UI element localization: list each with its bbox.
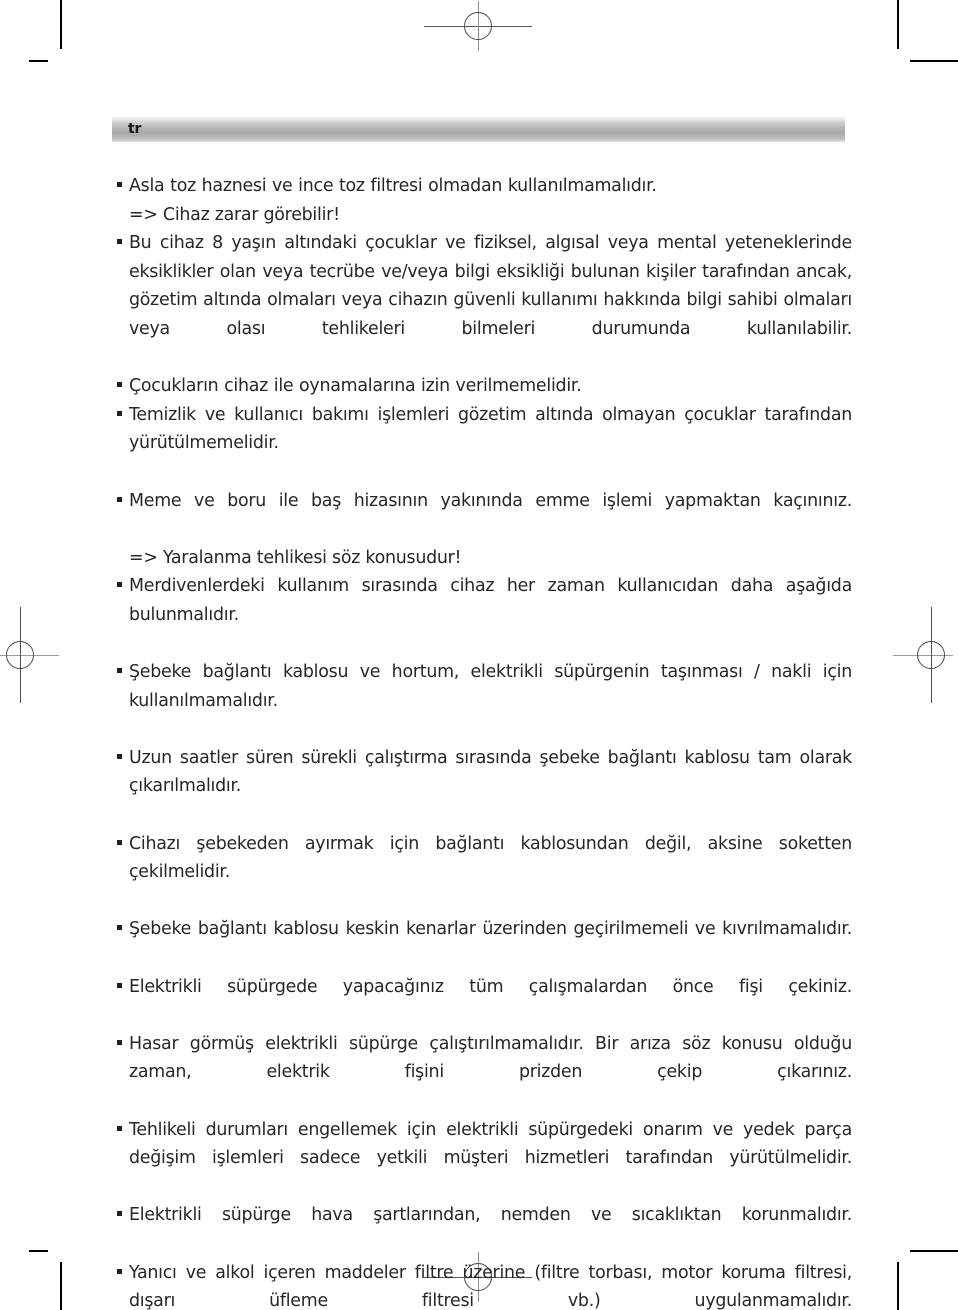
bullet-square-icon	[117, 983, 122, 988]
list-item-text: Tehlikeli durumları engellemek için elektrikli süpürgedeki onarım ve yedek parça değişim işlemleri sadece yetkili müşteri hizmetleri tarafından yürütülmelidir.	[129, 1119, 852, 1169]
crop-mark-bottom-right-horizontal	[910, 1250, 958, 1252]
list-item	[112, 401, 852, 487]
bullet-square-icon	[117, 1211, 122, 1216]
safety-instructions-list	[112, 172, 852, 1310]
crop-mark-bottom-left-horizontal	[29, 1250, 48, 1252]
bullet-square-icon	[117, 925, 122, 930]
list-item	[112, 1116, 852, 1202]
registration-mark-left-icon	[20, 655, 21, 656]
list-item	[112, 229, 852, 372]
registration-ring	[917, 641, 945, 669]
list-item	[112, 1030, 852, 1116]
list-item	[112, 172, 852, 201]
list-item-text: Uzun saatler süren sürekli çalıştırma sırasında şebeke bağlantı kablosu tam olarak çıkarılmalıdır.	[129, 747, 852, 797]
list-item	[112, 372, 852, 401]
list-item	[112, 915, 852, 972]
bullet-square-icon	[117, 497, 122, 502]
bullet-square-icon	[117, 411, 122, 416]
crop-mark-bottom-left-vertical	[60, 1262, 62, 1310]
registration-mark-right-icon	[931, 655, 932, 656]
list-item-text: Temizlik ve kullanıcı bakımı işlemleri gözetim altında olmayan çocuklar tarafından yürütülmemelidir.	[129, 404, 852, 454]
language-header-band	[112, 117, 845, 142]
crop-mark-top-right-horizontal	[910, 60, 958, 62]
bullet-square-icon	[117, 668, 122, 673]
list-item-text: Merdivenlerdeki kullanım sırasında cihaz her zaman kullanıcıdan daha aşağıda bulunmalıdır.	[129, 576, 852, 625]
registration-mark-top-icon	[478, 26, 479, 27]
crop-mark-top-right-vertical	[897, 0, 899, 49]
list-item	[112, 572, 852, 658]
list-item-consequence-note: => Cihaz zarar görebilir!	[129, 204, 340, 225]
registration-ring	[464, 12, 492, 40]
list-item-text: Elektrikli süpürge hava şartlarından, nemden ve sıcaklıktan korunmalıdır.	[129, 1205, 852, 1226]
list-item-consequence-note: => Yaralanma tehlikesi söz konusudur!	[129, 547, 462, 568]
registration-ring	[6, 641, 34, 669]
list-item-text: Elektrikli süpürgede yapacağınız tüm çalışmalardan önce fişi çekiniz.	[129, 976, 852, 997]
bullet-square-icon	[117, 239, 122, 244]
bullet-square-icon	[117, 1040, 122, 1045]
list-item-text: Şebeke bağlantı kablosu keskin kenarlar üzerinden geçirilmemeli ve kıvrılmamalıdır.	[129, 919, 852, 940]
list-item-text: Asla toz haznesi ve ince toz filtresi olmadan kullanılmamalıdır.	[129, 176, 657, 196]
crop-mark-bottom-right-vertical	[897, 1262, 899, 1310]
list-item-text: Şebeke bağlantı kablosu ve hortum, elektrikli süpürgenin taşınması / nakli için kullanılmamalıdır.	[129, 662, 852, 711]
list-item-text: Bu cihaz 8 yaşın altındaki çocuklar ve fiziksel, algısal veya mental yeteneklerinde eksiklikler olan veya tecrübe ve/veya bilgi eksikliği bulunan kişiler tarafından ancak, gözetim altında olmaları veya cihazın güvenli kullanımı hakkında bilgi sahibi olmaları veya olası tehlikeleri bilmeleri durumunda kullanılabilir.	[129, 233, 852, 339]
bullet-square-icon	[117, 582, 122, 587]
list-item-text: Yanıcı ve alkol içeren maddeler filtre üzerine (filtre torbası, motor koruma filtresi, dışarı üfleme filtresi vb.) uygulanmamalıdır.	[129, 1262, 852, 1310]
bullet-square-icon	[117, 840, 122, 845]
bullet-square-icon	[117, 1126, 122, 1131]
bullet-square-icon	[117, 1269, 122, 1274]
bullet-square-icon	[117, 182, 122, 187]
list-item	[112, 658, 852, 744]
crop-mark-top-left-horizontal	[29, 60, 48, 62]
list-item-text: Hasar görmüş elektrikli süpürge çalıştırılmamalıdır. Bir arıza söz konusu olduğu zaman, elektrik fişini prizden çekip çıkarınız.	[129, 1033, 852, 1083]
list-item	[112, 744, 852, 830]
list-item-text: Cihazı şebekeden ayırmak için bağlantı kablosundan değil, aksine soketten çekilmelidir.	[129, 833, 852, 883]
list-item	[112, 973, 852, 1030]
list-item	[112, 487, 852, 544]
language-code-label: tr	[128, 121, 142, 137]
crop-mark-top-left-vertical	[60, 0, 62, 49]
list-item-text: Meme ve boru ile baş hizasının yakınında emme işlemi yapmaktan kaçınınız.	[129, 490, 852, 511]
list-item	[112, 1201, 852, 1258]
bullet-square-icon	[117, 754, 122, 759]
list-item	[112, 1259, 852, 1310]
bullet-square-icon	[117, 382, 122, 387]
list-item	[112, 830, 852, 916]
list-item-text: Çocukların cihaz ile oynamalarına izin verilmemelidir.	[129, 376, 582, 397]
